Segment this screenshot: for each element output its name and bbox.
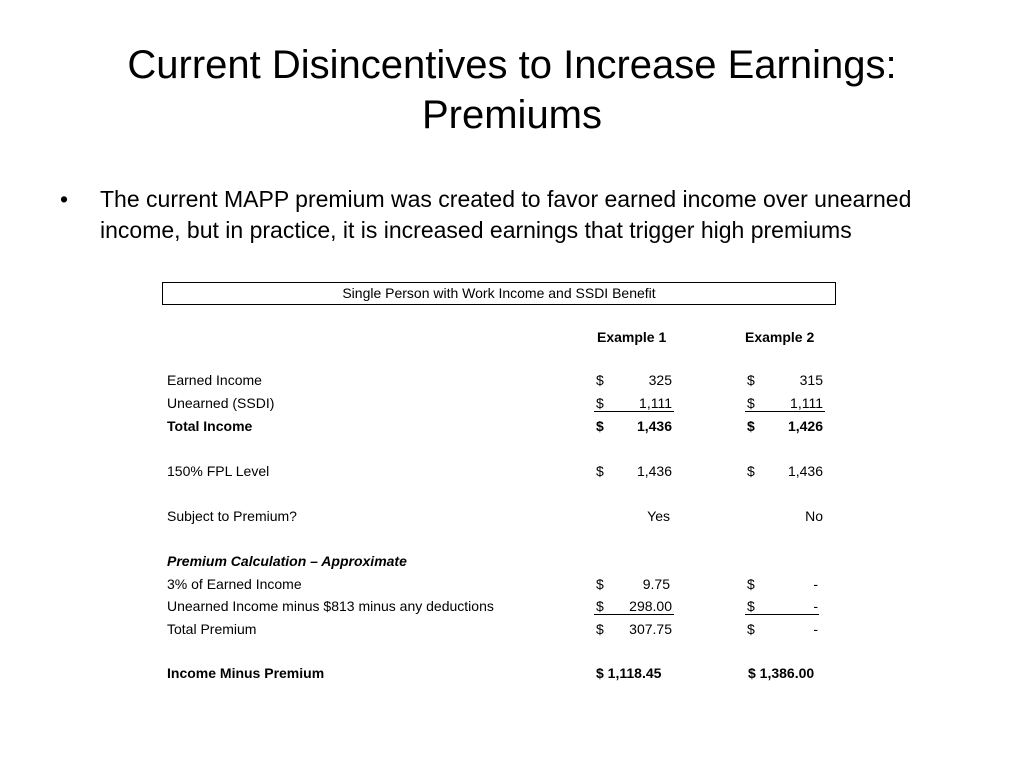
row-label: 3% of Earned Income [167, 576, 302, 592]
currency-sign: $ [596, 621, 604, 637]
row-label: Total Premium [167, 621, 257, 637]
example-2-value: No [805, 508, 823, 524]
example-1-value: 9.75 [642, 576, 670, 592]
table-header-row [0, 327, 1024, 347]
row-label: Subject to Premium? [167, 508, 297, 524]
table-row [0, 370, 1024, 390]
example-2-value: 1,111 [790, 395, 823, 411]
sum-underline [745, 614, 819, 615]
row-label: Earned Income [167, 372, 262, 388]
example-2-value: - [813, 621, 818, 637]
currency-sign: $ [747, 418, 755, 434]
table-row [0, 574, 1024, 594]
row-label: Total Income [167, 418, 253, 434]
table-row [0, 416, 1024, 436]
currency-sign: $ [596, 418, 604, 434]
row-label: Income Minus Premium [167, 665, 325, 681]
sum-underline [594, 411, 674, 412]
currency-sign: $ [596, 372, 604, 388]
table-section-heading [0, 551, 1024, 571]
slide-title-line-2: Premiums [421, 93, 603, 137]
currency-sign: $ [596, 598, 604, 614]
example-2-value: $ 1,386.00 [748, 665, 815, 681]
example-1-value: $ 1,118.45 [596, 665, 662, 681]
currency-sign: $ [747, 621, 755, 637]
table-row [0, 596, 1024, 616]
slide-title-line-1: Current Disincentives to Increase Earnings: [127, 43, 897, 87]
table-title: Single Person with Work Income and SSDI Benefit [162, 282, 836, 305]
currency-sign: $ [596, 463, 604, 479]
currency-sign: $ [747, 463, 755, 479]
row-label: 150% FPL Level [167, 463, 270, 479]
example-2-value: - [813, 576, 818, 592]
example-1-value: 298.00 [629, 598, 672, 614]
row-label: Unearned (SSDI) [167, 395, 275, 411]
column-header-example-1: Example 1 [597, 329, 667, 345]
table-row [0, 506, 1024, 526]
example-1-value: 307.75 [629, 621, 672, 637]
table-row [0, 619, 1024, 639]
currency-sign: $ [747, 598, 755, 614]
example-1-value: Yes [647, 508, 670, 524]
table-row [0, 393, 1024, 413]
example-1-value: 1,436 [636, 418, 672, 434]
table-row [0, 461, 1024, 481]
currency-sign: $ [747, 576, 755, 592]
sum-underline [745, 411, 825, 412]
sum-underline [594, 614, 674, 615]
example-1-value: 325 [648, 372, 672, 388]
row-label: Premium Calculation – Approximate [167, 553, 407, 569]
bullet-dot-icon: • [60, 186, 69, 212]
currency-sign: $ [596, 395, 604, 411]
currency-sign: $ [596, 576, 604, 592]
currency-sign: $ [747, 372, 755, 388]
column-header-example-2: Example 2 [745, 329, 815, 345]
example-2-value: 315 [799, 372, 823, 388]
example-2-value: 1,426 [787, 418, 823, 434]
table-row [0, 663, 1024, 683]
row-label: Unearned Income minus $813 minus any deductions [167, 598, 494, 614]
example-1-value: 1,436 [636, 463, 672, 479]
example-1-value: 1,111 [639, 395, 672, 411]
example-2-value: - [813, 598, 818, 614]
example-2-value: 1,436 [787, 463, 823, 479]
bullet-text: The current MAPP premium was created to favor earned income over unearned income, but in practice, it is increased earnings that trigger high premiums [100, 186, 912, 243]
currency-sign: $ [747, 395, 755, 411]
